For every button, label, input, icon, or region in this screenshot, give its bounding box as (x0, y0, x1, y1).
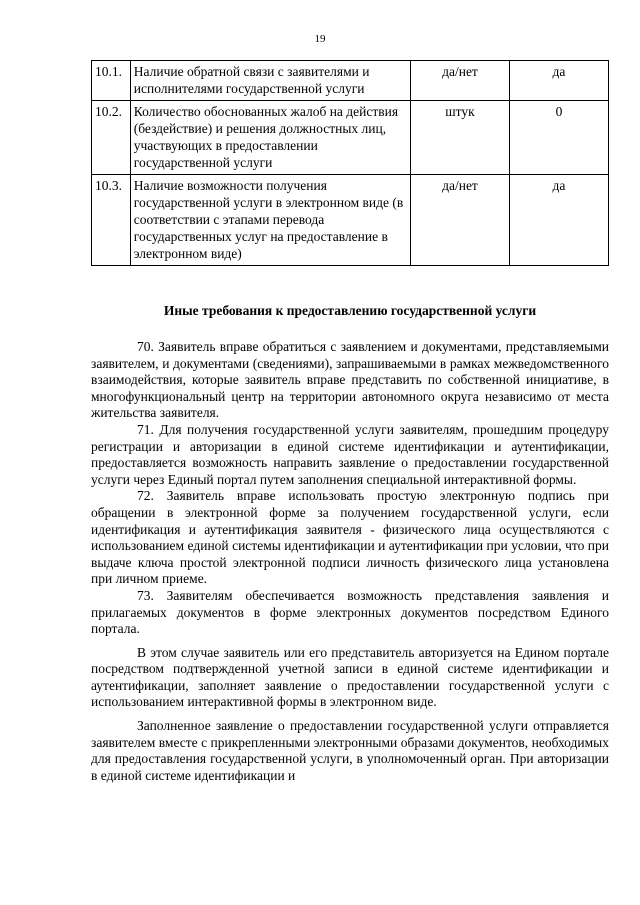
row-number: 10.1. (92, 61, 131, 101)
paragraph-73: 73. Заявителям обеспечивается возможность представления заявления и прилагаемых документов в форме электронных документов посредством Единого портала. (91, 587, 609, 637)
table-row (92, 175, 609, 266)
indicator-unit: штук (411, 101, 510, 175)
row-number: 10.2. (92, 101, 131, 175)
paragraph-72: 72. Заявитель вправе использовать простую электронную подпись при обращении в электронной форме за получением государственной услуги, если идентификация и аутентификация заявителя - физического лица осуществляются с использованием единой системы идентификации и аутентификации при условии, что при выдаче ключа простой электронной подписи личность физического лица установлена при личном приеме. (91, 488, 609, 587)
paragraph-authorization: В этом случае заявитель или его представитель авторизуется на Едином портале посредством подтвержденной учетной записи в единой системе идентификации и аутентификации, заполняет заявление о предоставлении государственной услуги с использованием интерактивной формы в электронном виде. (91, 644, 609, 710)
indicator-value: 0 (509, 101, 608, 175)
table-row (92, 101, 609, 175)
table-row (92, 61, 609, 101)
indicator-unit: да/нет (411, 175, 510, 266)
page-number: 19 (314, 33, 326, 45)
indicator-name: Наличие обратной связи с заявителями и исполнителями государственной услуги (130, 61, 410, 101)
indicator-value: да (509, 61, 608, 101)
indicator-unit: да/нет (411, 61, 510, 101)
row-number: 10.3. (92, 175, 131, 266)
document-body (91, 339, 609, 784)
indicator-value: да (509, 175, 608, 266)
paragraph-submission: Заполненное заявление о предоставлении государственной услуги отправляется заявителем вместе с прикрепленными электронными образами документов, необходимых для предоставления государственной услуги, в уполномоченный орган. При авторизации в единой системе идентификации и (91, 718, 609, 783)
paragraph-71: 71. Для получения государственной услуги заявителям, прошедшим процедуру регистрации и авторизации в единой системе идентификации и аутентификации, предоставляется возможность направить заявление о предоставлении государственной услуги через Единый портал путем заполнения специальной интерактивной формы. (91, 421, 609, 487)
indicator-name: Наличие возможности получения государственной услуги в электронном виде (в соответствии с этапами перевода государственных услуг на предоставление в электронном виде) (130, 175, 410, 266)
indicator-name: Количество обоснованных жалоб на действия (бездействие) и решения должностных лиц, участвующих в предоставлении государственной услуги (130, 101, 410, 175)
paragraph-70: 70. Заявитель вправе обратиться с заявлением и документами, представляемыми заявителем, и документами (сведениями), запрашиваемыми в рамках межведомственного взаимодействия, которые заявитель вправе представить по собственной инициативе, в многофункциональный центр на территории автономного округа независимо от места жительства заявителя. (91, 339, 609, 421)
section-title: Иные требования к предоставлению государственной услуги (163, 303, 537, 318)
indicators-table (91, 60, 609, 266)
